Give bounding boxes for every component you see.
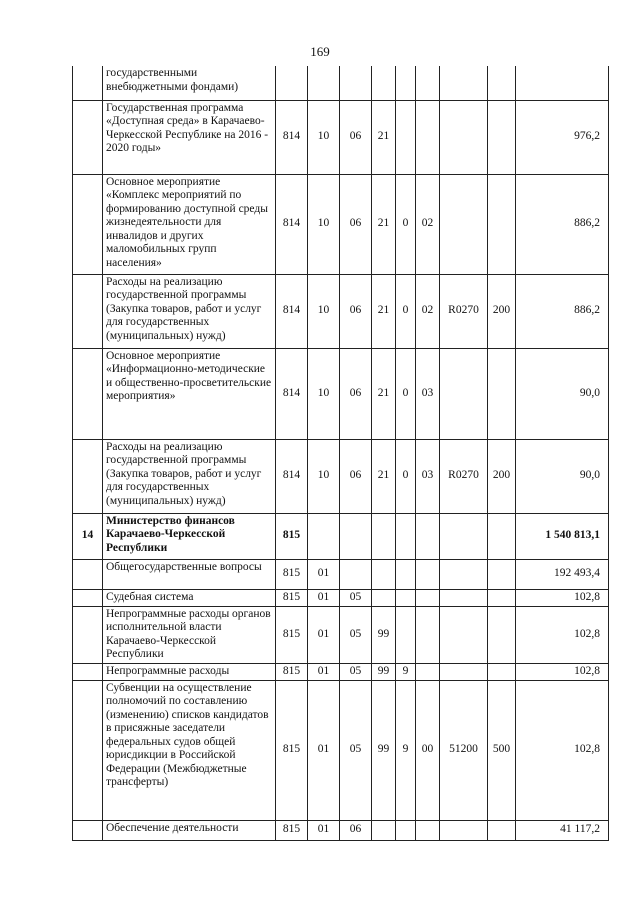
row-amount: 90,0: [516, 348, 609, 439]
table-row: [73, 680, 609, 820]
row-name: Расходы на реализацию государственной программы (Закупка товаров, работ и услуг для государственных (муниципальных) нужд): [103, 274, 276, 348]
code-gr: [276, 66, 308, 100]
code-pr: 06: [340, 439, 372, 513]
code-event: 02: [416, 174, 440, 274]
code-rz: 01: [308, 663, 340, 680]
code-event: [416, 820, 440, 840]
code-gr: 815: [276, 663, 308, 680]
row-name: Основное мероприятие «Комплекс мероприятий по формированию доступной среды жизнедеятельности для инвалидов и других маломобильных групп населения»: [103, 174, 276, 274]
code-event: [416, 66, 440, 100]
code-pr: [340, 513, 372, 559]
code-event: [416, 513, 440, 559]
row-number: [73, 663, 103, 680]
code-event: 03: [416, 439, 440, 513]
code-direction: 51200: [440, 680, 488, 820]
table-row: [73, 663, 609, 680]
code-gr: 815: [276, 559, 308, 589]
code-pr: 05: [340, 680, 372, 820]
row-name: Основное мероприятие «Информационно-методические и общественно-просветительские мероприятия»: [103, 348, 276, 439]
code-vr: [488, 606, 516, 663]
row-name: Судебная система: [103, 589, 276, 606]
code-sub: 0: [396, 348, 416, 439]
code-pr: 06: [340, 820, 372, 840]
row-amount: 102,8: [516, 606, 609, 663]
code-vr: [488, 559, 516, 589]
code-pr: 06: [340, 174, 372, 274]
code-program: 99: [372, 606, 396, 663]
row-amount: 886,2: [516, 174, 609, 274]
code-vr: [488, 513, 516, 559]
table-row: [73, 174, 609, 274]
code-direction: [440, 606, 488, 663]
code-sub: [396, 589, 416, 606]
code-rz: 10: [308, 274, 340, 348]
row-number: [73, 348, 103, 439]
code-vr: [488, 100, 516, 174]
code-rz: [308, 513, 340, 559]
code-sub: 0: [396, 174, 416, 274]
code-program: 99: [372, 663, 396, 680]
code-program: 21: [372, 274, 396, 348]
code-vr: 200: [488, 439, 516, 513]
table-row: [73, 820, 609, 840]
code-program: [372, 559, 396, 589]
table-row: [73, 559, 609, 589]
row-name: Непрограммные расходы: [103, 663, 276, 680]
code-direction: [440, 663, 488, 680]
code-direction: R0270: [440, 439, 488, 513]
code-rz: 10: [308, 174, 340, 274]
row-number: [73, 589, 103, 606]
code-direction: R0270: [440, 274, 488, 348]
code-pr: 06: [340, 348, 372, 439]
row-name: Министерство финансов Карачаево-Черкесской Республики: [103, 513, 276, 559]
row-number: [73, 680, 103, 820]
code-event: [416, 589, 440, 606]
code-program: [372, 513, 396, 559]
code-event: [416, 100, 440, 174]
row-amount: 192 493,4: [516, 559, 609, 589]
code-rz: 01: [308, 559, 340, 589]
code-rz: 01: [308, 680, 340, 820]
row-name: государственными внебюджетными фондами): [103, 66, 276, 100]
row-number: 14: [73, 513, 103, 559]
code-sub: 9: [396, 680, 416, 820]
code-direction: [440, 589, 488, 606]
table-row: [73, 439, 609, 513]
row-amount: 41 117,2: [516, 820, 609, 840]
table-row: [73, 589, 609, 606]
code-event: [416, 559, 440, 589]
row-name: Непрограммные расходы органов исполнительной власти Карачаево-Черкесской Республики: [103, 606, 276, 663]
row-amount: 976,2: [516, 100, 609, 174]
code-sub: [396, 100, 416, 174]
row-name: Общегосударственные вопросы: [103, 559, 276, 589]
code-rz: 10: [308, 348, 340, 439]
code-gr: 815: [276, 589, 308, 606]
row-name: Субвенции на осуществление полномочий по составлению (изменению) списков кандидатов в присяжные заседатели федеральных судов общей юрисдикции в Российской Федерации (Межбюджетные трансферты): [103, 680, 276, 820]
code-pr: [340, 66, 372, 100]
code-rz: 01: [308, 606, 340, 663]
code-rz: 01: [308, 589, 340, 606]
code-pr: 05: [340, 589, 372, 606]
code-sub: 0: [396, 439, 416, 513]
row-number: [73, 100, 103, 174]
code-sub: [396, 513, 416, 559]
code-program: 99: [372, 680, 396, 820]
row-amount: 1 540 813,1: [516, 513, 609, 559]
row-number: [73, 820, 103, 840]
table-row: [73, 100, 609, 174]
code-vr: [488, 589, 516, 606]
code-rz: [308, 66, 340, 100]
row-amount: [516, 66, 609, 100]
row-name: Обеспечение деятельности: [103, 820, 276, 840]
code-direction: [440, 174, 488, 274]
table-row: [73, 274, 609, 348]
code-vr: [488, 663, 516, 680]
code-sub: 0: [396, 274, 416, 348]
table-row: [73, 66, 609, 100]
code-rz: 10: [308, 439, 340, 513]
code-sub: [396, 559, 416, 589]
code-gr: 814: [276, 439, 308, 513]
code-program: 21: [372, 348, 396, 439]
code-direction: [440, 66, 488, 100]
code-event: 03: [416, 348, 440, 439]
code-event: [416, 606, 440, 663]
code-direction: [440, 513, 488, 559]
row-number: [73, 439, 103, 513]
table-row: [73, 348, 609, 439]
code-vr: [488, 348, 516, 439]
row-amount: 102,8: [516, 663, 609, 680]
code-vr: [488, 174, 516, 274]
row-amount: 102,8: [516, 589, 609, 606]
code-vr: [488, 66, 516, 100]
code-program: [372, 820, 396, 840]
code-direction: [440, 820, 488, 840]
page-number: 169: [310, 44, 330, 59]
code-program: 21: [372, 100, 396, 174]
code-rz: 10: [308, 100, 340, 174]
code-sub: [396, 820, 416, 840]
table-row: [73, 513, 609, 559]
code-event: 00: [416, 680, 440, 820]
code-gr: 815: [276, 606, 308, 663]
code-sub: [396, 606, 416, 663]
code-rz: 01: [308, 820, 340, 840]
code-vr: 200: [488, 274, 516, 348]
code-program: [372, 589, 396, 606]
code-direction: [440, 100, 488, 174]
code-program: 21: [372, 174, 396, 274]
row-number: [73, 274, 103, 348]
code-direction: [440, 348, 488, 439]
row-amount: 102,8: [516, 680, 609, 820]
code-pr: 05: [340, 606, 372, 663]
code-event: 02: [416, 274, 440, 348]
row-number: [73, 174, 103, 274]
code-gr: 815: [276, 820, 308, 840]
code-vr: [488, 820, 516, 840]
code-gr: 814: [276, 348, 308, 439]
code-program: [372, 66, 396, 100]
code-pr: [340, 559, 372, 589]
code-gr: 814: [276, 174, 308, 274]
row-number: [73, 559, 103, 589]
row-amount: 90,0: [516, 439, 609, 513]
row-number: [73, 66, 103, 100]
code-sub: [396, 66, 416, 100]
table-body: [73, 66, 609, 840]
budget-table: [72, 66, 609, 841]
row-name: Расходы на реализацию государственной программы (Закупка товаров, работ и услуг для государственных (муниципальных) нужд): [103, 439, 276, 513]
code-gr: 815: [276, 513, 308, 559]
code-gr: 814: [276, 274, 308, 348]
row-amount: 886,2: [516, 274, 609, 348]
code-direction: [440, 559, 488, 589]
table-row: [73, 606, 609, 663]
code-pr: 06: [340, 100, 372, 174]
code-vr: 500: [488, 680, 516, 820]
code-gr: 814: [276, 100, 308, 174]
row-number: [73, 606, 103, 663]
code-sub: 9: [396, 663, 416, 680]
code-event: [416, 663, 440, 680]
code-program: 21: [372, 439, 396, 513]
row-name: Государственная программа «Доступная среда» в Карачаево-Черкесской Республике на 2016 - 2020 годы»: [103, 100, 276, 174]
code-pr: 05: [340, 663, 372, 680]
code-pr: 06: [340, 274, 372, 348]
code-gr: 815: [276, 680, 308, 820]
